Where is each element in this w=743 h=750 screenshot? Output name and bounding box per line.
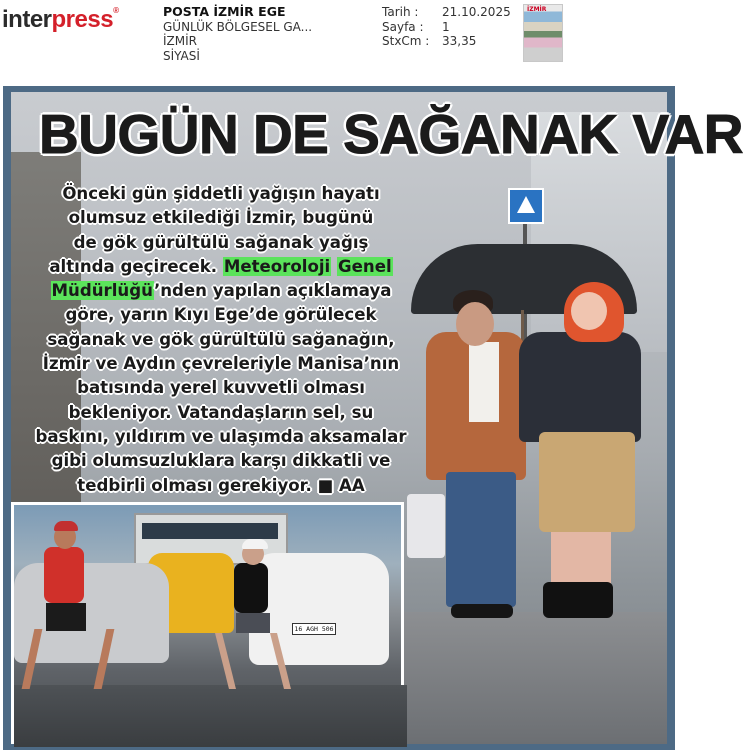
meta-row-date <box>382 5 511 20</box>
pedestrian-crossing-sign-icon <box>508 188 544 224</box>
wet-street <box>391 612 667 744</box>
body-line: gibi olumsuzluklara karşı dikkatli ve <box>51 451 391 471</box>
body-line: İzmir ve Aydın çevreleriyle Manisa’nın <box>42 354 400 374</box>
body-line: Önceki gün şiddetli yağışın hayatı <box>62 184 380 203</box>
interpress-logo <box>2 6 118 34</box>
meta-row-stxcm <box>382 34 511 49</box>
red-cap-icon <box>54 521 78 531</box>
body-line: sağanak ve gök gürültülü sağanağın, <box>47 329 395 349</box>
publication-type: GÜNLÜK BÖLGESEL GA... <box>163 19 313 34</box>
white-shirt <box>469 342 499 422</box>
body-line: baskını, yıldırım ve ulaşımda aksamalar <box>35 426 407 446</box>
blue-jeans <box>446 472 516 607</box>
runner-red-shirt <box>44 547 84 603</box>
body-line-with-highlight <box>11 279 431 303</box>
beige-skirt <box>539 432 635 532</box>
black-shoes <box>451 604 513 618</box>
body-line-with-highlight <box>11 255 431 279</box>
meta-label: Sayfa : <box>382 19 424 34</box>
logo-text-inter: inter <box>2 6 52 33</box>
body-line: olumsuz etkilediği İzmir, bugünü <box>68 208 374 228</box>
woman-face <box>456 302 494 346</box>
publication-city: İZMİR <box>163 34 197 48</box>
main-photo <box>11 92 743 744</box>
article-frame <box>3 86 743 750</box>
meta-value: 21.10.2025 <box>442 5 511 19</box>
highlighted-term: Meteoroloji <box>223 256 331 276</box>
publication-name: POSTA İZMİR EGE <box>163 4 286 19</box>
body-line: de gök gürültülü sağanak yağış <box>73 232 369 252</box>
body-line: tedbirli olması gerekiyor. ■ AA <box>77 475 365 495</box>
bus-window <box>142 523 278 539</box>
highlighted-term: Müdürlüğü <box>51 281 153 301</box>
body-line: göre, yarın Kıyı Ege’de görülecek <box>65 305 377 325</box>
body-line: batısında yerel kuvvetli olması <box>77 378 365 398</box>
runner-legs <box>22 629 115 689</box>
meta-label: Tarih : <box>382 5 419 19</box>
page-thumbnail[interactable] <box>523 4 563 62</box>
article-body <box>11 182 431 498</box>
inset-photo <box>11 502 404 744</box>
body-text: altında geçirecek. <box>49 256 223 276</box>
logo-text-press: press <box>51 6 114 33</box>
wet-road <box>14 685 407 747</box>
clipping-header <box>0 0 678 86</box>
body-line: bekleniyor. Vatandaşların sel, su <box>68 402 374 422</box>
walker-shorts <box>236 613 270 633</box>
woman-dark-jacket <box>519 332 641 442</box>
publication-section: SİYASİ <box>163 48 200 63</box>
highlighted-term: Genel <box>338 256 392 276</box>
white-cap-icon <box>242 539 268 549</box>
runner-shorts <box>46 603 86 631</box>
thumbnail-masthead: İZMİR <box>527 6 547 13</box>
meta-value: 33,35 <box>442 34 477 48</box>
article-headline: BUGÜN DE SAĞANAK VAR <box>39 103 743 165</box>
clipping-meta <box>382 5 511 49</box>
meta-row-page <box>382 20 511 35</box>
shopping-bag <box>407 494 445 558</box>
body-text: ’nden yapılan açıklamaya <box>153 281 392 301</box>
woman-face-2 <box>571 292 607 330</box>
meta-value: 1 <box>442 19 450 34</box>
legs <box>551 532 611 588</box>
publication-info <box>163 5 312 63</box>
logo-registered-mark: ® <box>113 6 119 15</box>
meta-label: StxCm : <box>382 34 430 48</box>
walker-black-top <box>234 563 268 613</box>
license-plate: 16 AGH 506 <box>292 623 336 635</box>
black-boots <box>543 582 613 618</box>
